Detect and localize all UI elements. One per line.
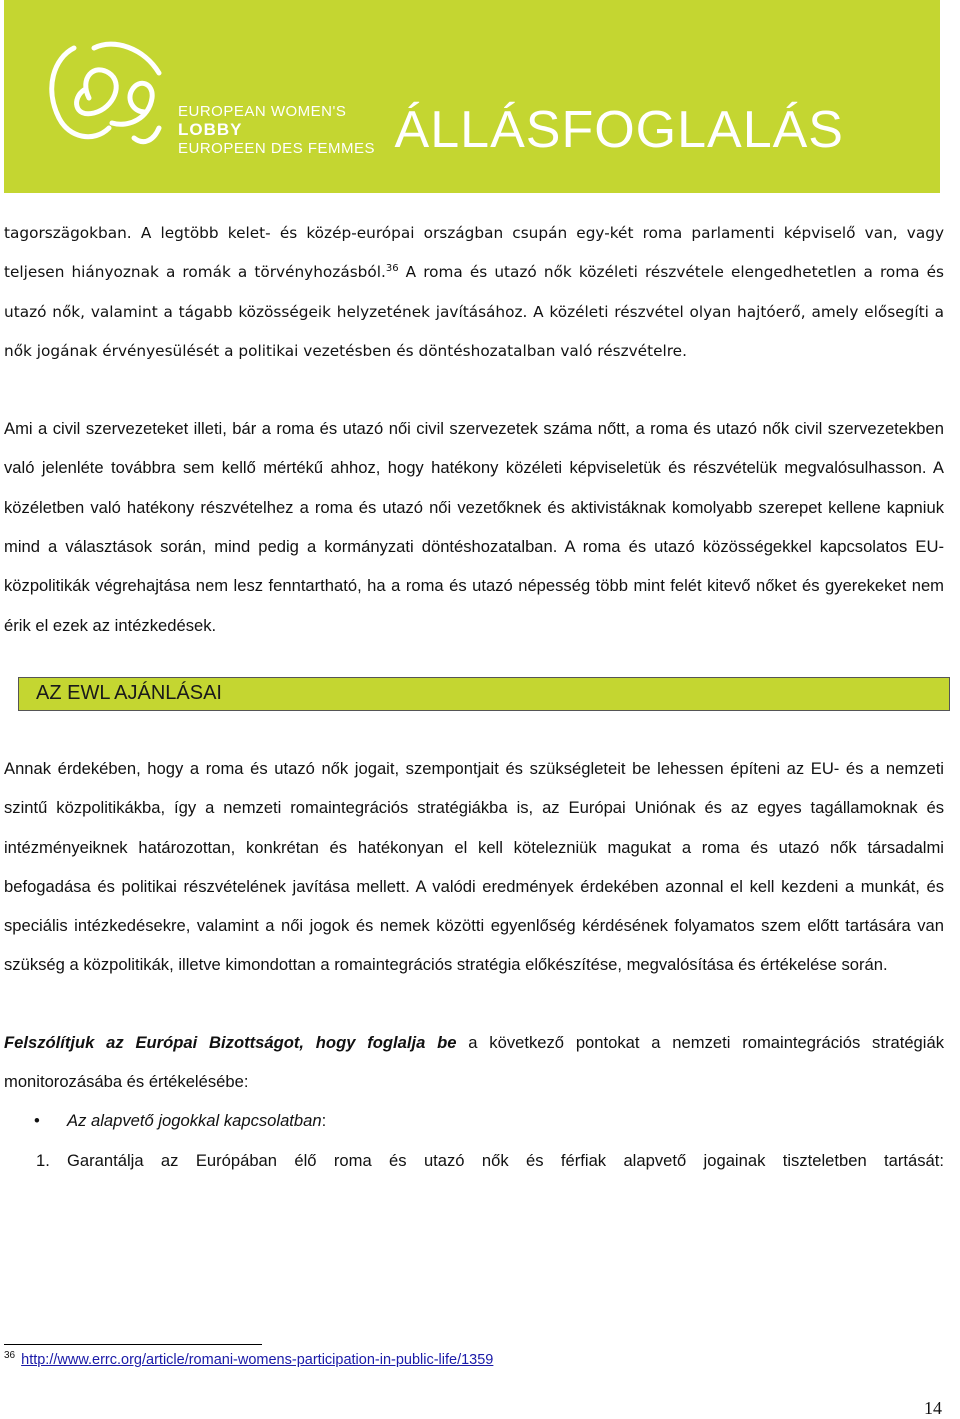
footnote-ref-36[interactable]: 36 — [385, 263, 399, 275]
page-number: 14 — [924, 1398, 942, 1418]
header-banner — [4, 0, 940, 193]
bullet-text — [40, 1101, 326, 1140]
paragraph-2: Ami a civil szervezeteket illeti, bár a roma és utazó női civil szervezetek száma nőtt, a roma és utazó nők civil szervezetekben való jelenléte továbbra sem kellő mértékű ahhoz, hogy hatékony közéleti képviseletük és részvételük megvalósulhasson. A közéletben való hatékony részvételhez a roma és utazó női vezetőknek és aktivistáknak komolyabb szerepet kellene kapniuk mind a választások során, mind pedig a kormányzati döntéshozatalban. A roma és utazó közösségekkel kapcsolatos EU-közpolitikák végrehajtása nem lesz fenntartható, ha a roma és utazó népesség több mint felét kitevő nőket és gyerekeket nem érik el ezek az intézkedések. — [4, 419, 944, 635]
footnote-number: 36 — [4, 1350, 16, 1362]
footnote — [4, 1352, 493, 1368]
paragraph-4 — [4, 1023, 944, 1102]
bullet-item — [4, 1101, 944, 1140]
paragraph-1-part-1: tagorszägokban. A legtöbb kelet- és közép-európai országban csupán egy-két roma parlamenti képviselő van, vagy teljesen hiányoznak a romák a törvényhozásból. — [4, 224, 944, 282]
footnote-link[interactable]: http://www.errc.org/article/romani-womens-participation-in-public-life/1359 — [21, 1352, 494, 1368]
bullet-mark: • — [34, 1111, 40, 1131]
paragraph-1-part-2: A roma és utazó nők közéleti részvétele elengedhetetlen a roma és utazó nők, valamint a tágabb közösségeik helyzetének javításához. A közéleti részvétel olyan hajtóerő, amely elősegíti a nők jogának érvényesülését a politikai vezetésben és döntéshozatalban való részvételre. — [4, 263, 944, 360]
org-name-line-1: EUROPEAN WOMEN'S — [178, 103, 347, 120]
numbered-item-text: Garantálja az Európában élő roma és utazó nők és férfiak alapvető jogainak tiszteletben tartását: — [67, 1150, 944, 1170]
document-body — [4, 214, 944, 1180]
org-name-line-2: LOBBY — [178, 120, 243, 140]
document-title: ÁLLÁSFOGLALÁS — [394, 101, 844, 159]
organization-name — [178, 103, 375, 157]
section-heading-text: AZ EWL AJÁNLÁSAI — [36, 682, 222, 705]
bullet-text-main: Az alapvető jogokkal kapcsolatban — [67, 1111, 322, 1131]
bullet-text-suffix: : — [321, 1111, 327, 1131]
paragraph-4-emphasis: Felszólítjuk az Európai Bizottságot, hogy foglalja be — [4, 1032, 457, 1052]
paragraph-1 — [4, 214, 944, 371]
paragraph-4-rest: a következő pontokat a nemzeti romaintegrációs stratégiák monitorozásába és értékelésébe: — [4, 1032, 944, 1092]
numbered-item-1 — [4, 1141, 944, 1180]
numbered-item-mark: 1. — [36, 1150, 50, 1170]
ewl-logo-icon — [34, 28, 174, 168]
paragraph-3: Annak érdekében, hogy a roma és utazó nők jogait, szempontjait és szükségleteit be lehessen építeni az EU- és a nemzeti szintű közpolitikákba, így a nemzeti romaintegrációs stratégiákba is, az Európai Uniónak és az egyes tagállamoknak és intézményeiknek határozottan, konkrétan és hatékonyan el kell kötelezniük magukat a roma és utazó nők társadalmi befogadása és politikai részvételének javítása mellett. A valódi eredmények érdekében azonnal el kell kezdeni a munkát, és speciális intézkedésekre, valamint a női jogok és nemek közötti egyenlőség kérdésének folyamatos szem előtt tartására van szükség a közpolitikák, illetve kimondottan a romaintegrációs stratégia előkészítése, megvalósítása és értékelése során. — [4, 758, 944, 975]
section-heading — [18, 677, 950, 711]
footnote-divider — [4, 1344, 262, 1345]
org-name-line-3: EUROPEEN DES FEMMES — [178, 139, 376, 157]
